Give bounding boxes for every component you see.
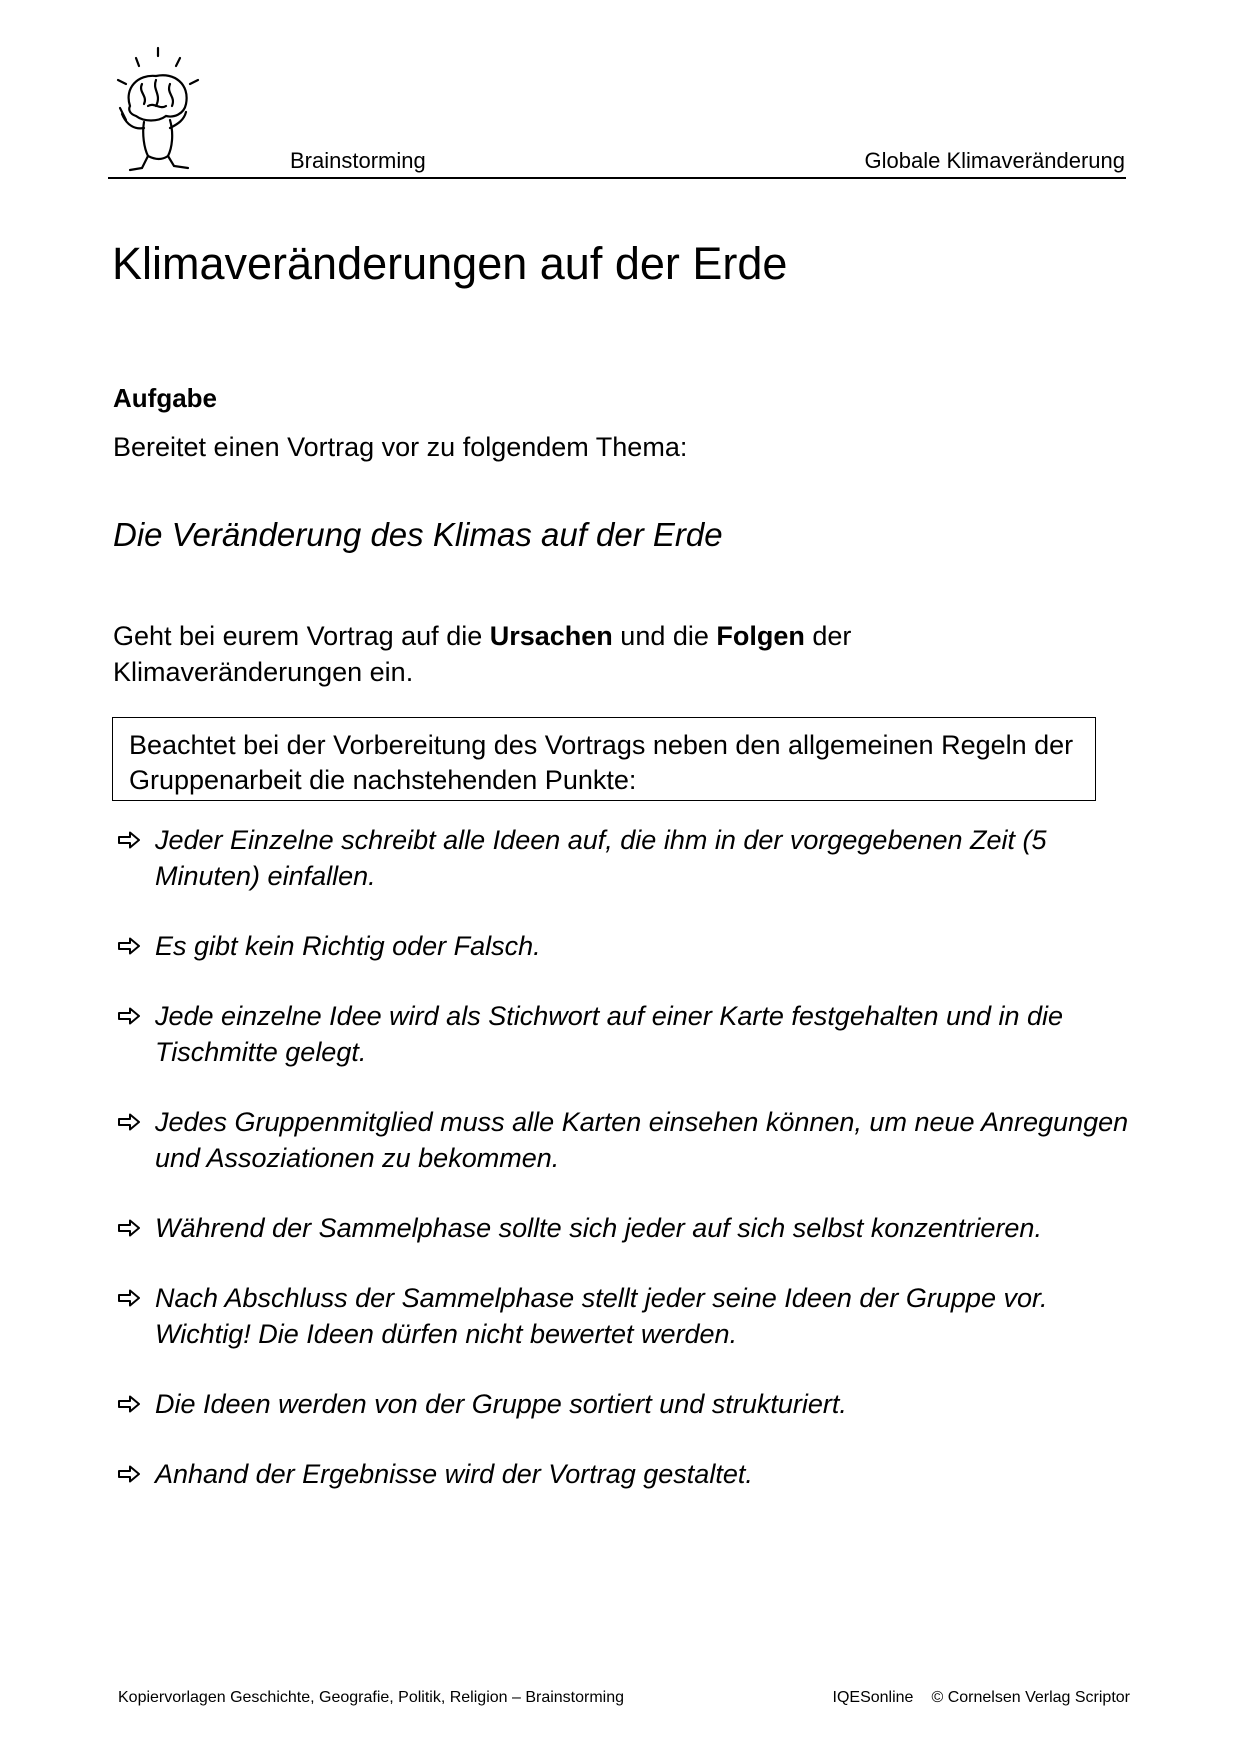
arrow-right-icon <box>117 831 141 849</box>
task-topic: Die Veränderung des Klimas auf der Erde <box>113 516 723 553</box>
rule-item <box>113 1456 1133 1492</box>
header-divider <box>108 177 1126 179</box>
rule-text: Anhand der Ergebnisse wird der Vortrag gestaltet. <box>155 1459 753 1489</box>
rule-text: Es gibt kein Richtig oder Falsch. <box>155 931 541 961</box>
arrow-right-icon <box>117 1113 141 1131</box>
note-box: Beachtet bei der Vorbereitung des Vortrags neben den allgemeinen Regeln der Gruppenarbeit die nachstehenden Punkte: <box>112 717 1096 801</box>
instruction-text-3: der Klimaveränderungen ein. <box>113 621 852 687</box>
rule-item <box>113 1104 1133 1176</box>
rule-text: Die Ideen werden von der Gruppe sortiert und strukturiert. <box>155 1389 847 1419</box>
arrow-right-icon <box>117 1395 141 1413</box>
arrow-right-icon <box>117 1289 141 1307</box>
rule-text: Jedes Gruppenmitglied muss alle Karten einsehen können, um neue Anregungen und Assoziationen zu bekommen. <box>155 1107 1129 1173</box>
brain-mascot-logo <box>108 44 208 174</box>
header-section-label: Brainstorming <box>290 148 426 173</box>
rule-item <box>113 928 1133 964</box>
rule-item <box>113 1386 1133 1422</box>
arrow-right-icon <box>117 1465 141 1483</box>
rule-item <box>113 1280 1133 1352</box>
rule-text: Während der Sammelphase sollte sich jeder auf sich selbst konzentrieren. <box>155 1213 1042 1243</box>
arrow-right-icon <box>117 1007 141 1025</box>
task-instruction <box>113 618 1013 690</box>
instruction-keyword-consequences: Folgen <box>716 621 805 651</box>
rule-text: Nach Abschluss der Sammelphase stellt jeder seine Ideen der Gruppe vor. Wichtig! Die Ideen dürfen nicht bewertet werden. <box>155 1283 1048 1349</box>
header-topic-label: Globale Klimaveränderung <box>864 148 1125 173</box>
rule-item <box>113 998 1133 1070</box>
footer-brand: IQESonline <box>832 1689 914 1706</box>
rule-item <box>113 1210 1133 1246</box>
arrow-right-icon <box>117 937 141 955</box>
instruction-text-2: und die <box>612 621 717 651</box>
footer-credits <box>815 1689 1130 1707</box>
footer-copyright: © Cornelsen Verlag Scriptor <box>931 1689 1130 1706</box>
arrow-right-icon <box>117 1219 141 1237</box>
instruction-keyword-causes: Ursachen <box>489 621 613 651</box>
rules-list <box>113 822 1133 1526</box>
task-heading: Aufgabe <box>113 383 217 413</box>
page-title: Klimaveränderungen auf der Erde <box>112 238 788 289</box>
rule-item <box>113 822 1133 894</box>
task-intro: Bereitet einen Vortrag vor zu folgendem Thema: <box>113 432 688 462</box>
instruction-text-1: Geht bei eurem Vortrag auf die <box>113 621 490 651</box>
footer-publication: Kopiervorlagen Geschichte, Geografie, Politik, Religion – Brainstorming <box>118 1689 625 1706</box>
rule-text: Jede einzelne Idee wird als Stichwort auf einer Karte festgehalten und in die Tischmitte gelegt. <box>155 1001 1064 1067</box>
rule-text: Jeder Einzelne schreibt alle Ideen auf, die ihm in der vorgegebenen Zeit (5 Minuten) einfallen. <box>155 825 1047 891</box>
